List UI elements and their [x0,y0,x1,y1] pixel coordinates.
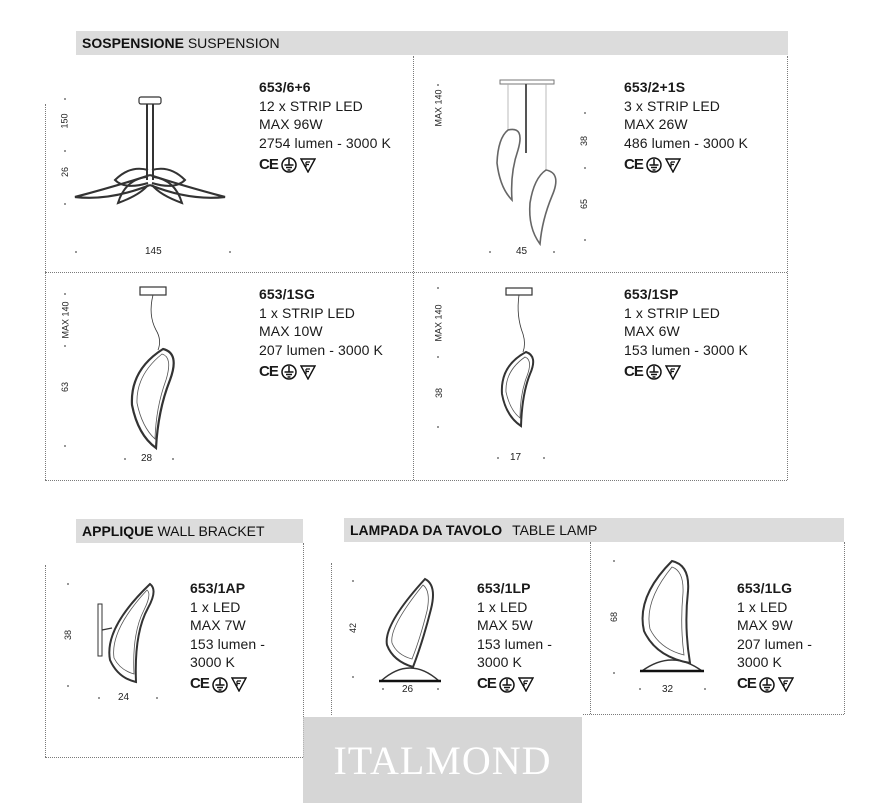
dim-tick [64,293,66,295]
dim-tick [437,84,439,86]
certification-marks [190,676,265,694]
grid-line [590,542,591,714]
pendant-small-drawing [490,286,550,436]
power-spec: MAX 96W [259,116,323,132]
ce-mark: CE [477,675,496,693]
earth-ground-icon [499,677,515,693]
earth-ground-icon [646,157,662,173]
certification-marks [259,363,383,381]
certification-marks [737,676,812,694]
product-code: 653/1SP [624,286,679,302]
lumen-spec: 153 lumen - 3000 K [624,341,748,358]
product-code: 653/1SG [259,286,315,302]
dim-max-height: MAX 140 [433,89,444,127]
grid-line [45,272,787,273]
table-lamp-large-drawing [630,557,710,677]
grid-line [331,563,332,715]
power-spec: MAX 26W [624,116,688,132]
product-spec [477,579,552,694]
dim-max-height: MAX 140 [433,304,444,342]
dim-tick [437,688,439,690]
product-spec [737,579,812,694]
pendant-large-drawing [118,285,188,455]
dim-height: 63 [60,381,71,393]
lumen-spec: 207 lumen - [737,635,813,652]
dim-tick [437,356,439,358]
power-spec: MAX 6W [624,323,680,339]
earth-ground-icon [281,157,297,173]
dim-tick [584,239,586,241]
dim-width: 145 [145,246,162,257]
dim-tick [639,688,641,690]
lumen-spec: 153 lumen - [477,635,553,652]
dim-max-height: MAX 140 [60,301,71,339]
dim-h1: 38 [579,135,590,147]
grid-line [787,56,788,480]
dim-height: 38 [434,387,445,399]
product-code: 653/1AP [190,580,246,596]
dim-tick [584,112,586,114]
suspension-title-it: SOSPENSIONE [82,35,184,51]
dim-tick [497,457,499,459]
ce-mark: CE [624,155,643,173]
f-mark-triangle-icon [778,677,794,692]
product-spec [624,78,748,174]
led-spec: 1 x LED [737,598,788,615]
table-title-en: TABLE LAMP [512,522,598,538]
dim-tick [489,251,491,253]
dim-tick [229,251,231,253]
dim-tick [75,251,77,253]
earth-ground-icon [281,364,297,380]
wall-title-it: APPLIQUE [82,523,154,539]
dim-width: 28 [141,453,153,464]
power-spec: MAX 5W [477,617,533,633]
dim-tick [64,98,66,100]
watermark-text: ITALMOND [333,737,552,783]
ce-mark: CE [624,362,643,380]
led-spec: 1 x STRIP LED [624,304,720,321]
led-spec: 3 x STRIP LED [624,97,720,114]
brand-watermark [303,717,582,803]
power-spec: MAX 10W [259,323,323,339]
grid-line [45,104,46,480]
lumen-spec: 2754 lumen - 3000 K [259,134,391,151]
power-spec: MAX 9W [737,617,793,633]
f-mark-triangle-icon [665,365,681,380]
dim-tick [352,676,354,678]
dim-tick [613,560,615,562]
dim-tick [704,688,706,690]
led-spec: 1 x LED [477,598,528,615]
pendant-trio-drawing [480,78,570,248]
dim-height: 68 [609,611,620,623]
dim-tick [382,688,384,690]
grid-line [583,714,844,715]
dim-tick [67,583,69,585]
table-header [344,518,844,542]
wall-bracket-drawing [92,578,162,688]
dim-tick [437,287,439,289]
led-spec: 1 x STRIP LED [259,304,355,321]
dim-tick [352,580,354,582]
earth-ground-icon [646,364,662,380]
color-temp-spec: 3000 K [477,654,522,670]
led-spec: 1 x LED [190,598,241,615]
earth-ground-icon [759,677,775,693]
certification-marks [259,156,391,174]
lumen-spec: 153 lumen - [190,635,266,652]
color-temp-spec: 3000 K [190,654,235,670]
dim-width: 17 [510,452,522,463]
table-lamp-small-drawing [377,575,447,685]
product-code: 653/6+6 [259,79,311,95]
dim-tick [613,672,615,674]
certification-marks [624,156,748,174]
wall-header [76,519,303,543]
dim-tick [64,445,66,447]
dim-height: 38 [63,629,74,641]
dim-drop: 26 [60,166,71,178]
suspension-header [76,31,788,55]
dim-width: 26 [402,684,414,695]
suspension-title-en: SUSPENSION [187,35,280,51]
ce-mark: CE [190,675,209,693]
f-mark-triangle-icon [300,365,316,380]
dim-width: 32 [662,684,674,695]
dim-tick [156,697,158,699]
product-spec [259,78,391,174]
dim-width: 45 [516,246,528,257]
chandelier-drawing [60,95,240,215]
grid-line [844,542,845,714]
dim-height: 150 [59,113,70,129]
power-spec: MAX 7W [190,617,246,633]
dim-tick [124,458,126,460]
product-spec [259,285,383,381]
f-mark-triangle-icon [518,677,534,692]
dim-tick [98,697,100,699]
lumen-spec: 486 lumen - 3000 K [624,134,748,151]
lumen-spec: 207 lumen - 3000 K [259,341,383,358]
dim-tick [64,345,66,347]
grid-line [413,56,414,480]
product-code: 653/1LG [737,580,793,596]
grid-line [45,757,303,758]
product-spec [190,579,265,694]
ce-mark: CE [259,362,278,380]
f-mark-triangle-icon [231,677,247,692]
wall-title-en: WALL BRACKET [157,523,265,539]
dim-tick [172,458,174,460]
dim-tick [67,685,69,687]
f-mark-triangle-icon [300,158,316,173]
certification-marks [624,363,748,381]
color-temp-spec: 3000 K [737,654,782,670]
dim-tick [64,203,66,205]
dim-h2: 65 [579,198,590,210]
dim-tick [553,251,555,253]
dim-tick [584,167,586,169]
dim-tick [543,457,545,459]
certification-marks [477,676,552,694]
dim-tick [64,150,66,152]
grid-line [45,480,787,481]
dim-tick [437,426,439,428]
dim-height: 42 [348,622,359,634]
earth-ground-icon [212,677,228,693]
product-spec [624,285,748,381]
led-spec: 12 x STRIP LED [259,97,363,114]
dim-width: 24 [118,692,130,703]
ce-mark: CE [737,675,756,693]
product-code: 653/1LP [477,580,531,596]
table-title-it: LAMPADA DA TAVOLO [350,522,503,538]
product-code: 653/2+1S [624,79,686,95]
ce-mark: CE [259,155,278,173]
f-mark-triangle-icon [665,158,681,173]
grid-line [45,565,46,757]
